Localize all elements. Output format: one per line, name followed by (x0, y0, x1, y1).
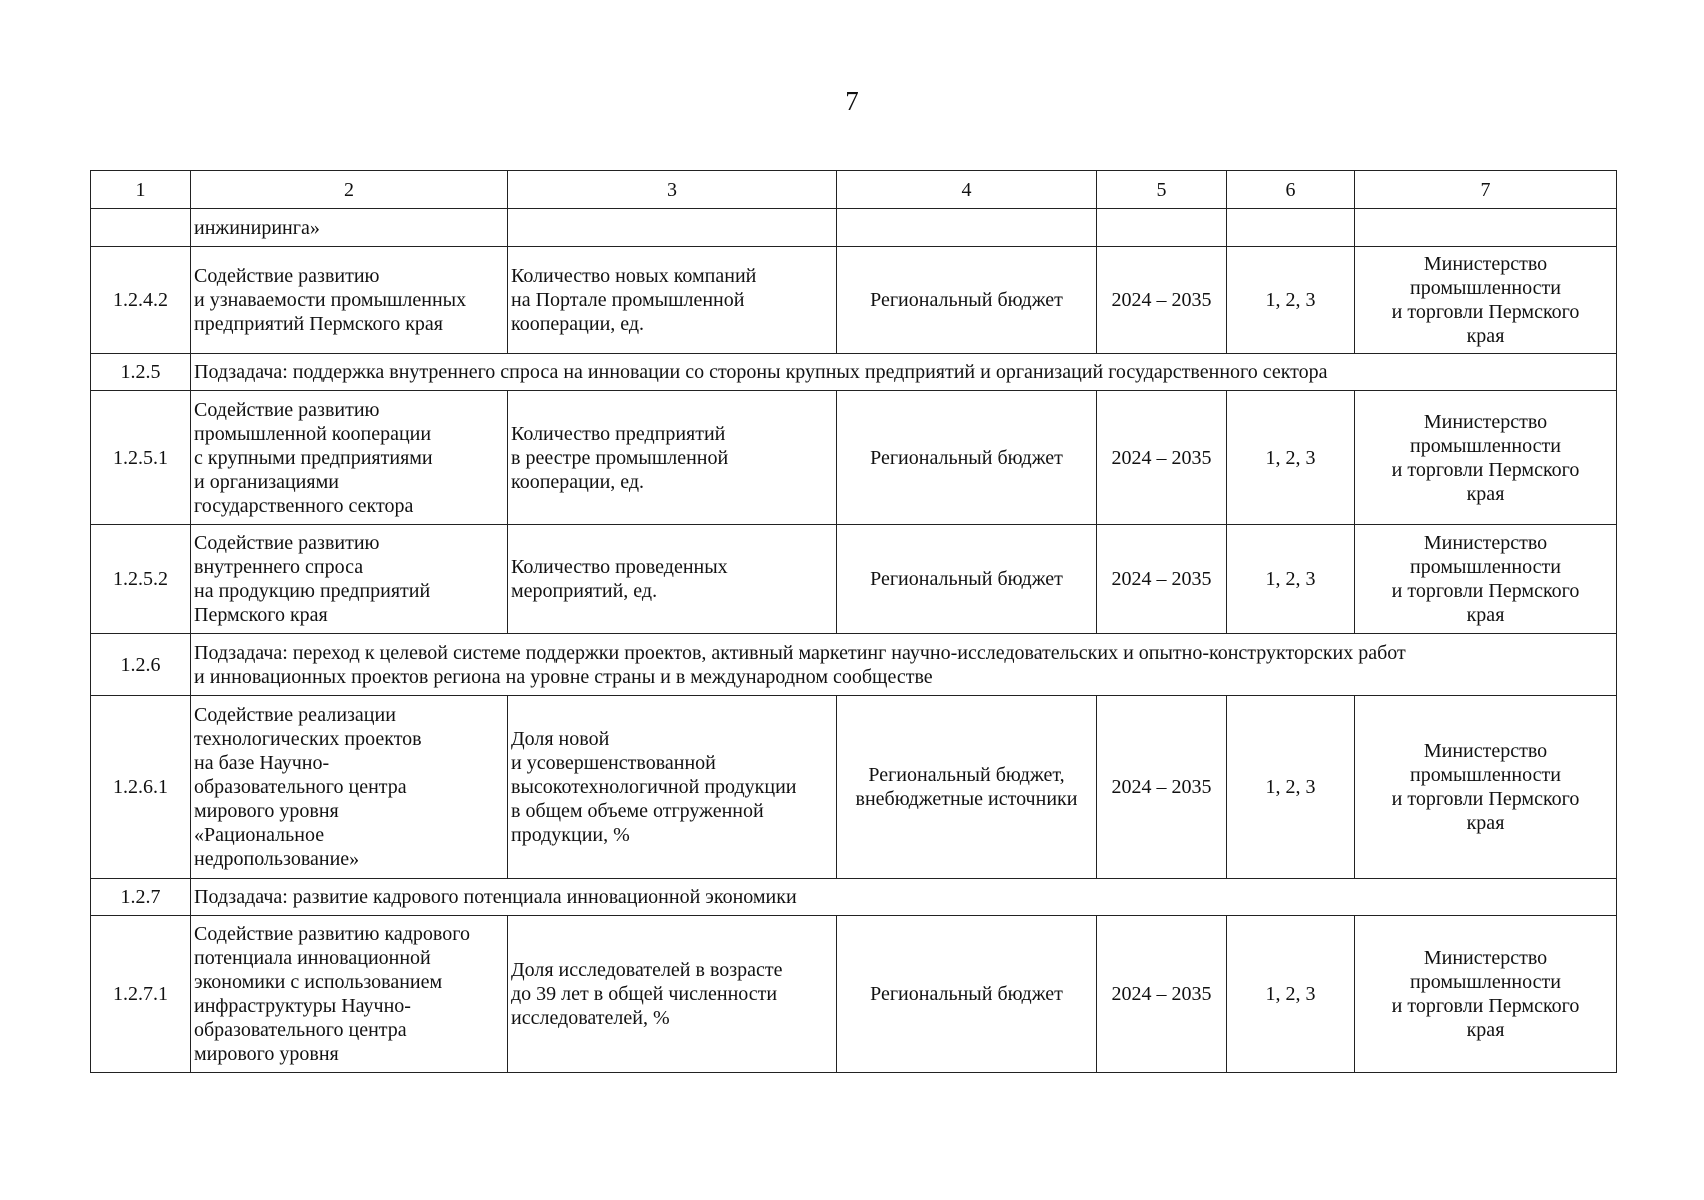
empty-cell (91, 209, 191, 247)
tasks-cell: 1, 2, 3 (1227, 247, 1355, 354)
indicator-cell: Количество предприятий в реестре промышленной кооперации, ед. (508, 391, 837, 525)
tasks-cell: 1, 2, 3 (1227, 391, 1355, 525)
table-row (91, 696, 1617, 879)
empty-cell (508, 209, 837, 247)
measure-cell: инжиниринга» (191, 209, 508, 247)
subtask-row (91, 879, 1617, 916)
row-number: 1.2.5.1 (91, 391, 191, 525)
executor-cell: Министерство промышленности и торговли Пермского края (1355, 916, 1617, 1073)
period-cell: 2024 – 2035 (1097, 247, 1227, 354)
period-cell: 2024 – 2035 (1097, 525, 1227, 634)
column-header: 7 (1355, 171, 1617, 209)
empty-cell (1227, 209, 1355, 247)
table-row (91, 247, 1617, 354)
table-row (91, 525, 1617, 634)
measures-table (90, 170, 1617, 1073)
row-number: 1.2.5.2 (91, 525, 191, 634)
tasks-cell: 1, 2, 3 (1227, 696, 1355, 879)
period-cell: 2024 – 2035 (1097, 916, 1227, 1073)
indicator-cell: Доля новой и усовершенствованной высокотехнологичной продукции в общем объеме отгруженной продукции, % (508, 696, 837, 879)
row-number: 1.2.4.2 (91, 247, 191, 354)
row-number: 1.2.5 (91, 354, 191, 391)
table-row (91, 391, 1617, 525)
funding-source-cell: Региональный бюджет (837, 391, 1097, 525)
executor-cell: Министерство промышленности и торговли Пермского края (1355, 696, 1617, 879)
column-header: 1 (91, 171, 191, 209)
row-number: 1.2.7 (91, 879, 191, 916)
column-header: 5 (1097, 171, 1227, 209)
subtask-row (91, 354, 1617, 391)
continuation-row (91, 209, 1617, 247)
subtask-row (91, 634, 1617, 696)
funding-source-cell: Региональный бюджет (837, 916, 1097, 1073)
subtask-text: Подзадача: переход к целевой системе поддержки проектов, активный маркетинг научно-исследовательских и опытно-конструкторских работ и инновационных проектов региона на уровне страны и в международном сообществе (191, 634, 1617, 696)
period-cell: 2024 – 2035 (1097, 391, 1227, 525)
period-cell: 2024 – 2035 (1097, 696, 1227, 879)
measure-cell: Содействие развитию и узнаваемости промышленных предприятий Пермского края (191, 247, 508, 354)
measure-cell: Содействие развитию внутреннего спроса на продукцию предприятий Пермского края (191, 525, 508, 634)
executor-cell: Министерство промышленности и торговли Пермского края (1355, 525, 1617, 634)
page-number: 7 (845, 86, 859, 116)
funding-source-cell: Региональный бюджет, внебюджетные источники (837, 696, 1097, 879)
empty-cell (837, 209, 1097, 247)
tasks-cell: 1, 2, 3 (1227, 525, 1355, 634)
executor-cell: Министерство промышленности и торговли Пермского края (1355, 247, 1617, 354)
empty-cell (1355, 209, 1617, 247)
row-number: 1.2.7.1 (91, 916, 191, 1073)
column-header: 4 (837, 171, 1097, 209)
executor-cell: Министерство промышленности и торговли Пермского края (1355, 391, 1617, 525)
column-header: 6 (1227, 171, 1355, 209)
indicator-cell: Количество проведенных мероприятий, ед. (508, 525, 837, 634)
measure-cell: Содействие развитию кадрового потенциала инновационной экономики с использованием инфраструктуры Научно- образовательного центра мирового уровня (191, 916, 508, 1073)
funding-source-cell: Региональный бюджет (837, 247, 1097, 354)
row-number: 1.2.6 (91, 634, 191, 696)
indicator-cell: Количество новых компаний на Портале промышленной кооперации, ед. (508, 247, 837, 354)
subtask-text: Подзадача: развитие кадрового потенциала инновационной экономики (191, 879, 1617, 916)
measure-cell: Содействие реализации технологических проектов на базе Научно- образовательного центра мирового уровня «Рациональное недропользование» (191, 696, 508, 879)
measure-cell: Содействие развитию промышленной кооперации с крупными предприятиями и организациями государственного сектора (191, 391, 508, 525)
column-header: 3 (508, 171, 837, 209)
subtask-text: Подзадача: поддержка внутреннего спроса на инновации со стороны крупных предприятий и организаций государственного сектора (191, 354, 1617, 391)
tasks-cell: 1, 2, 3 (1227, 916, 1355, 1073)
indicator-cell: Доля исследователей в возрасте до 39 лет в общей численности исследователей, % (508, 916, 837, 1073)
table-row (91, 916, 1617, 1073)
empty-cell (1097, 209, 1227, 247)
funding-source-cell: Региональный бюджет (837, 525, 1097, 634)
row-number: 1.2.6.1 (91, 696, 191, 879)
header-row (91, 171, 1617, 209)
column-header: 2 (191, 171, 508, 209)
